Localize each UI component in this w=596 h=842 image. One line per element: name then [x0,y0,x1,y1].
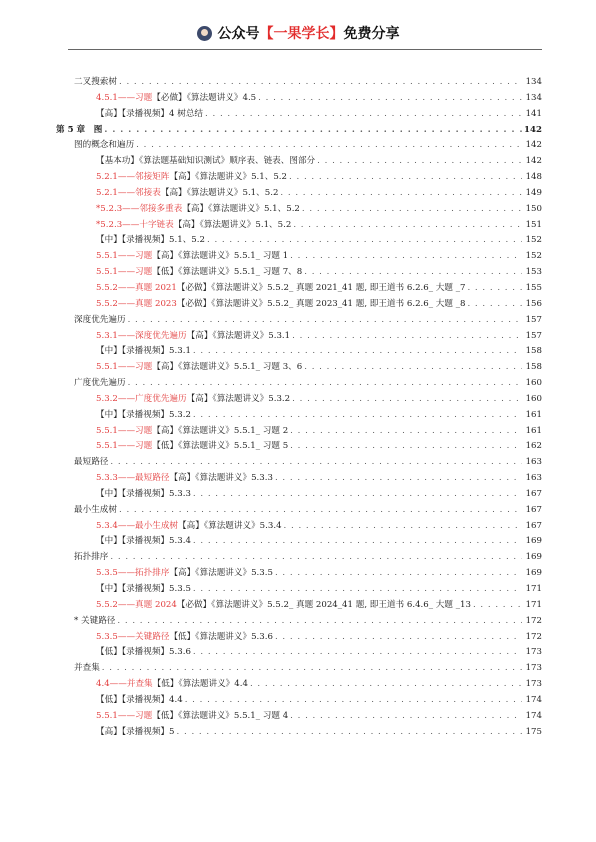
toc-entry-title: 【低】《算法题讲义》5.5.1_ 习题 7、8 [152,267,303,278]
toc-leader-dots [110,455,522,471]
toc-entry[interactable] [56,630,542,646]
toc-entry[interactable] [56,233,542,249]
toc-leader-dots [119,75,522,91]
toc-entry-section: 5.5.1——习题 [96,441,153,452]
toc-entry-title: 【高】《算法题讲义》5.5.1_ 习题 1 [152,251,289,262]
toc-leader-dots [467,297,522,313]
toc-entry[interactable] [56,344,542,360]
toc-leader-dots [193,645,522,661]
toc-entry-section: 5.2.1——邻接表 [96,187,161,198]
page-header [0,20,596,46]
toc-entry-title: 【高】《算法题讲义》5.1、5.2 [169,172,288,183]
toc-leader-dots [317,154,522,170]
toc-entry-title: 【高】《算法题讲义》5.3.2 [186,393,291,404]
table-of-contents [56,75,542,740]
toc-entry-section: 5.3.4——最小生成树 [96,520,179,531]
toc-entry[interactable] [56,424,542,440]
toc-leader-dots [136,138,522,154]
toc-page-number: 150 [525,203,542,214]
toc-entry-title: 最短路径 [74,457,109,468]
toc-page-number: 152 [525,251,542,262]
toc-entry-section: 5.5.1——习题 [96,251,153,262]
toc-page-number: 141 [525,108,542,119]
toc-page-number: 158 [525,346,542,357]
toc-leader-dots [302,202,522,218]
toc-entry-section: 5.5.2——真题 2024 [96,599,177,610]
toc-entry-section: 5.3.5——关键路径 [96,631,170,642]
header-suffix: 免费分享 [343,26,400,42]
toc-page-number: 169 [525,552,542,563]
toc-page-number: 157 [525,314,542,325]
toc-page-number: 149 [525,187,542,198]
toc-entry-title: 深度优先遍历 [74,314,126,325]
toc-entry-title: * 关键路径 [74,615,116,626]
toc-entry[interactable] [56,170,542,186]
toc-page-number: 172 [525,615,542,626]
toc-page-number: 148 [525,172,542,183]
toc-entry[interactable] [56,598,542,614]
toc-entry-title: 【高】《算法题讲义》5.5.1_ 习题 3、6 [152,362,303,373]
toc-entry[interactable] [56,566,542,582]
toc-entry-title: 【基本功】《算法题基础知识测试》顺序表、链表、图部分 [96,156,316,167]
toc-page-number: 174 [525,694,542,705]
toc-entry-title: 拓扑排序 [74,552,109,563]
toc-page-number: 152 [525,235,542,246]
toc-entry[interactable] [56,408,542,424]
toc-leader-dots [284,519,522,535]
toc-entry-title: 【高】《算法题讲义》5.3.3 [169,473,273,484]
toc-entry[interactable] [56,503,542,519]
toc-leader-dots [185,693,522,709]
toc-entry-title: 【低】【录播视频】5.3.6 [96,647,191,658]
toc-leader-dots [207,233,522,249]
toc-page-number: 162 [525,441,542,452]
toc-leader-dots [304,265,522,281]
toc-entry-section: 5.2.1——邻接矩阵 [96,172,170,183]
toc-entry[interactable] [56,249,542,265]
toc-page-number: 142 [525,156,542,167]
toc-entry[interactable] [56,392,542,408]
toc-entry-title: 二叉搜索树 [74,77,117,87]
toc-entry[interactable] [56,123,542,139]
toc-entry[interactable] [56,75,542,91]
toc-entry-title: 【低】《算法题讲义》5.5.1_ 习题 5 [152,441,289,452]
toc-leader-dots [290,439,522,455]
toc-entry[interactable] [56,471,542,487]
toc-entry[interactable] [56,265,542,281]
toc-page-number: 163 [525,457,542,468]
toc-leader-dots [205,107,522,123]
toc-entry[interactable] [56,186,542,202]
toc-page-number: 142 [525,140,542,151]
toc-page-number: 167 [525,504,542,515]
toc-page-number: 169 [525,568,542,579]
toc-entry[interactable] [56,519,542,535]
toc-entry-title: 【中】【录播视频】5.3.2 [96,409,191,420]
toc-page-number: 160 [525,393,542,404]
toc-entry-title: 【高】《算法题讲义》5.1、5.2 [160,187,279,198]
toc-leader-dots [177,725,522,741]
toc-entry[interactable] [56,614,542,630]
toc-leader-dots [193,408,522,424]
header-divider [68,49,542,50]
toc-leader-dots [304,360,522,376]
toc-entry[interactable] [56,218,542,234]
toc-entry[interactable] [56,297,542,313]
toc-entry-section: 5.5.1——习题 [96,425,153,436]
toc-entry-section: 5.5.1——习题 [96,267,153,278]
toc-leader-dots [290,709,522,725]
toc-page-number: 167 [525,488,542,499]
toc-leader-dots [275,471,522,487]
toc-entry[interactable] [56,439,542,455]
toc-entry-title: 【高】【录播视频】4 树总结 [96,108,204,119]
toc-page-number: 160 [525,378,542,389]
toc-leader-dots [280,186,522,202]
toc-entry-title: 【高】《算法题讲义》5.1、5.2 [182,203,300,214]
toc-entry-title: 【中】【录播视频】5.3.1 [96,346,191,357]
toc-entry[interactable] [56,709,542,725]
toc-page-number: 171 [525,584,542,594]
toc-entry[interactable] [56,376,542,392]
toc-leader-dots [289,170,522,186]
toc-entry-section: 4.4——并查集 [96,679,153,690]
toc-entry-title: 【高】《算法题讲义》5.3.5 [169,568,273,579]
toc-entry[interactable] [56,202,542,218]
toc-entry[interactable] [56,91,542,107]
toc-entry[interactable] [56,329,542,345]
toc-page-number: 156 [525,298,542,309]
toc-leader-dots [119,503,522,519]
toc-leader-dots [128,376,522,392]
toc-leader-dots [117,614,522,630]
toc-entry-title: 【必做】《算法题讲义》4.5 [152,92,257,103]
toc-page-number: 155 [525,282,542,293]
toc-page-number: 173 [525,663,542,674]
toc-page-number: 172 [525,631,542,642]
toc-entry-title: 【高】【录播视频】5 [96,726,175,737]
toc-entry[interactable] [56,281,542,297]
avatar-icon [197,26,212,41]
toc-entry-section: 4.5.1——习题 [96,92,153,103]
toc-leader-dots [104,123,522,139]
header-prefix: 公众号 [217,26,260,42]
toc-entry-section: *5.2.3——十字链表 [96,219,174,230]
toc-entry-section: 5.5.1——习题 [96,362,153,373]
toc-leader-dots [193,534,522,550]
toc-entry[interactable] [56,582,542,598]
toc-entry-title: 【低】《算法题讲义》4.4 [152,679,248,690]
toc-entry[interactable] [56,455,542,471]
toc-entry-section: 5.3.2——广度优先遍历 [96,393,187,404]
toc-leader-dots [290,424,522,440]
toc-leader-dots [193,582,522,598]
toc-entry-title: 并查集 [74,663,100,674]
toc-entry[interactable] [56,661,542,677]
toc-leader-dots [258,91,522,107]
toc-entry[interactable] [56,360,542,376]
toc-entry[interactable] [56,138,542,154]
toc-page-number: 161 [525,425,542,436]
toc-entry-title: 【高】《算法题讲义》5.5.1_ 习题 2 [152,425,289,436]
toc-leader-dots [275,566,522,582]
toc-leader-dots [102,661,522,677]
toc-entry-title: 【高】《算法题讲义》5.3.4 [178,520,282,531]
toc-page-number: 157 [525,330,542,341]
toc-entry-title: 广度优先遍历 [74,378,126,389]
toc-entry-title: 图的概念和遍历 [74,140,135,151]
toc-page-number: 158 [525,362,542,373]
toc-entry-title: 【必做】《算法题讲义》5.5.2_ 真题 2023_41 题, 即王道书 6.2.6_ 大题 _8 [176,298,466,309]
toc-entry[interactable] [56,725,542,741]
toc-leader-dots [193,344,522,360]
toc-page-number: 134 [525,92,542,103]
toc-page-number: 153 [525,267,542,278]
toc-leader-dots [473,598,522,614]
toc-page-number: 151 [525,219,542,230]
toc-entry-section: 5.5.1——习题 [96,710,153,721]
toc-entry-title: 第 5 章 图 [56,124,103,135]
toc-entry[interactable] [56,677,542,693]
toc-page-number: 161 [525,409,542,420]
toc-page-number: 173 [525,647,542,658]
toc-leader-dots [128,313,522,329]
toc-leader-dots [275,630,522,646]
toc-page-number: 175 [525,726,542,737]
toc-entry-section: 5.5.2——真题 2021 [96,282,177,293]
toc-entry[interactable] [56,693,542,709]
toc-entry-title: 【高】《算法题讲义》5.3.1 [186,330,291,341]
toc-entry-section: 5.3.3——最短路径 [96,473,170,484]
toc-entry[interactable] [56,550,542,566]
toc-entry-title: 【低】《算法题讲义》5.5.1_ 习题 4 [152,710,289,721]
toc-page-number: 174 [525,710,542,721]
toc-leader-dots [193,487,522,503]
toc-entry[interactable] [56,313,542,329]
toc-entry-title: 【中】【录播视频】5.3.3 [96,488,191,499]
toc-page-number: 134 [525,77,542,87]
toc-entry-title: 【中】【录播视频】5.1、5.2 [96,235,205,246]
toc-page-number: 169 [525,536,542,547]
toc-entry-title: 【必做】《算法题讲义》5.5.2_ 真题 2021_41 题, 即王道书 6.2.6_ 大题 _7 [176,282,466,293]
toc-entry-title: 【必做】《算法题讲义》5.5.2_ 真题 2024_41 题, 即王道书 6.4.6_ 大题 _13 [176,599,471,610]
toc-entry-section: 5.3.5——拓扑排序 [96,568,170,579]
toc-leader-dots [290,249,522,265]
toc-leader-dots [292,392,522,408]
toc-page-number: 142 [524,124,542,135]
toc-entry[interactable] [56,534,542,550]
toc-entry-title: 【高】《算法题讲义》5.1、5.2 [173,219,292,230]
toc-entry-section: 5.3.1——深度优先遍历 [96,330,187,341]
toc-entry-title: 【中】【录播视频】5.3.4 [96,536,191,547]
toc-leader-dots [110,550,522,566]
toc-entry-title: 【低】《算法题讲义》5.3.6 [169,631,273,642]
toc-entry-section: *5.2.3——邻接多重表 [96,203,183,214]
toc-entry-title: 最小生成树 [74,504,117,515]
toc-leader-dots [292,329,522,345]
toc-entry-title: 【低】【录播视频】4.4 [96,694,183,705]
toc-entry[interactable] [56,487,542,503]
toc-leader-dots [293,218,522,234]
toc-leader-dots [467,281,522,297]
toc-page-number: 167 [525,520,542,531]
toc-entry-section: 5.5.2——真题 2023 [96,298,177,309]
toc-entry[interactable] [56,154,542,170]
toc-page-number: 171 [525,599,542,610]
toc-entry[interactable] [56,645,542,661]
toc-entry-title: 【中】【录播视频】5.3.5 [96,584,191,594]
toc-page-number: 173 [525,679,542,690]
toc-leader-dots [250,677,522,693]
header-highlight: 【一果学长】 [259,26,344,42]
toc-entry[interactable] [56,107,542,123]
toc-page-number: 163 [525,473,542,484]
